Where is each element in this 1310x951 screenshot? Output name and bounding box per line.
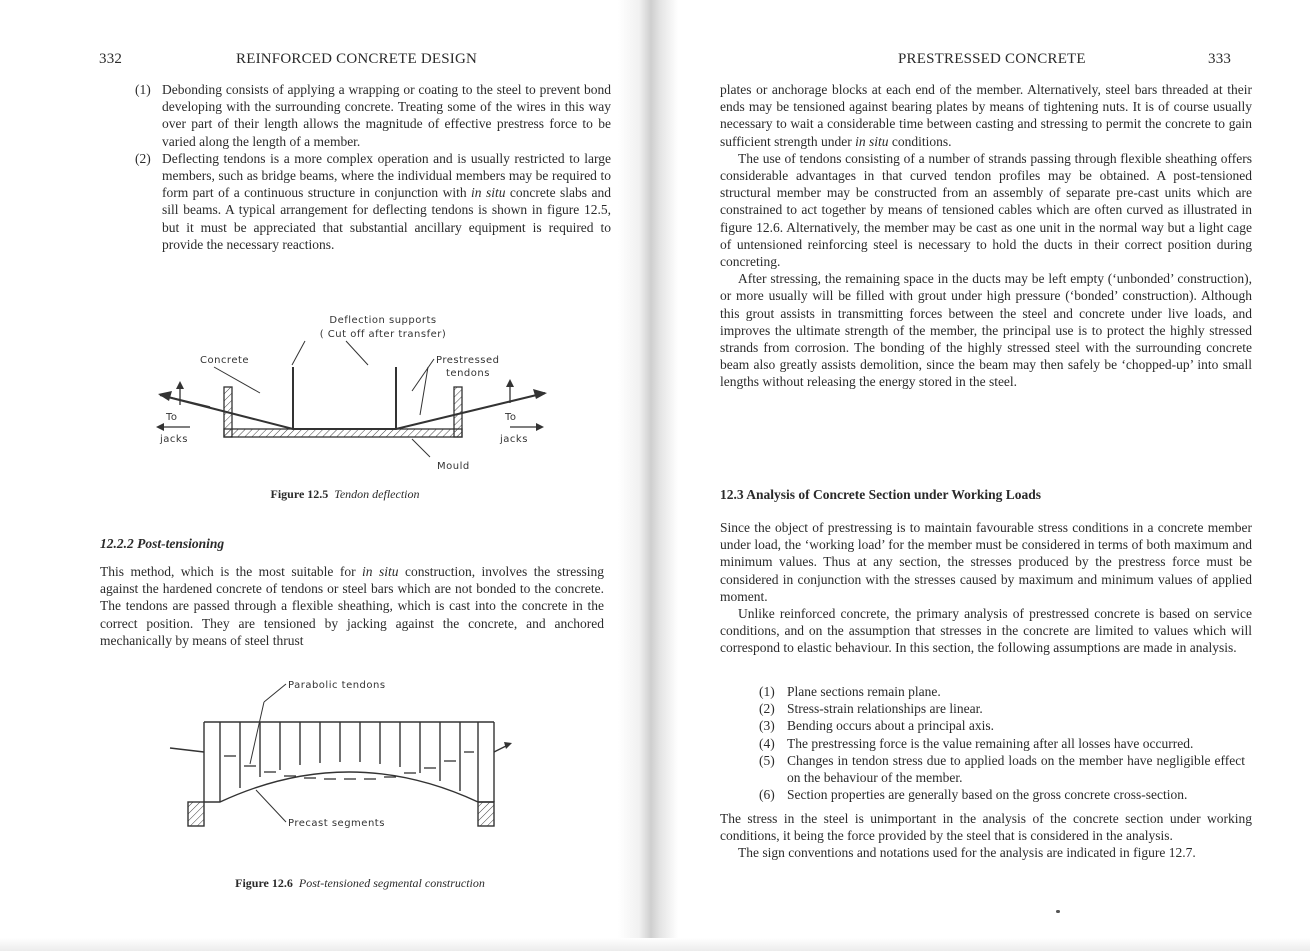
italic-run: in situ (362, 564, 399, 579)
right-paragraphs-middle (720, 519, 1252, 657)
right-paragraphs-bottom (720, 810, 1252, 862)
list-item-number: (1) (759, 684, 775, 699)
list-item-text: Stress-strain relationships are linear. (787, 701, 983, 717)
label-cut-off: ( Cut off after transfer) (319, 329, 447, 340)
label-tendons: tendons (446, 368, 490, 379)
label-to-left: To (166, 412, 178, 423)
list-item (759, 786, 1245, 803)
text-run: conditions. (888, 133, 952, 149)
label-parabolic: Parabolic tendons (288, 680, 386, 691)
list-item-text (162, 151, 611, 252)
caption-label: Figure 12.6 (235, 876, 293, 890)
label-jacks-right: jacks (500, 434, 528, 445)
list-item (759, 717, 1245, 734)
list-item-text: Plane sections remain plane. (787, 684, 941, 699)
label-deflection-supports: Deflection supports (329, 315, 437, 326)
label-prestressed: Prestressed (436, 355, 500, 366)
post-tensioning-paragraph (100, 563, 604, 649)
list-item-number: (5) (759, 752, 775, 768)
figure-12-5-tendon-deflection (150, 305, 560, 480)
list-item-number: (1) (135, 82, 151, 97)
paragraph: Since the object of prestressing is to maintain favourable stress conditions in a concrete member under load, the ‘working load’ for the member must be considered in terms of both maximum and minimum values. Thus at any section, the stresses produced by the prestress force must be considered in conjunction with the stresses caused by maximum and minimum values of applied moment. (720, 520, 1252, 604)
list-item-text: The prestressing force is the value remaining after all losses have occurred. (787, 735, 1194, 751)
right-paragraphs-top (720, 81, 1252, 391)
figure-12-6-segmental-construction (160, 672, 520, 837)
right-page (668, 0, 1310, 951)
running-head-left: REINFORCED CONCRETE DESIGN (236, 51, 478, 67)
figure-12-5-caption (200, 487, 490, 502)
section-title: 12.3 Analysis of Concrete Section under Working Loads (720, 487, 1042, 502)
list-item (135, 81, 611, 150)
label-to-right: To (505, 412, 517, 423)
paragraph: The use of tendons consisting of a number of strands passing through flexible sheathing offers considerable advantages in that curved tendon profiles may be obtained. A post-tensioned structural member may be constructed from an assembly of separate pre-cast units which are constrained to act together by means of tensioned cables which are often curved as illustrated in figure 12.6. Alternatively, the member may be cast as one unit in the normal way but a light cage of untensioned reinforcing steel is necessary to hold the ducts in their correct position during concreting. (720, 150, 1252, 270)
list-item (759, 752, 1245, 786)
list-item-text: Section properties are generally based on the gross concrete cross-section. (787, 787, 1188, 803)
page-number-right: 333 (1208, 51, 1232, 67)
italic-run: in situ (855, 133, 889, 149)
running-head-right: PRESTRESSED CONCRETE (898, 51, 1086, 67)
paragraph: The stress in the steel is unimportant in the analysis of the concrete section under working conditions, it being the force provided by the steel that is considered in the analysis. (720, 811, 1252, 844)
caption-label: Figure 12.5 (270, 487, 329, 501)
assumptions-list (759, 683, 1245, 803)
left-page (0, 0, 648, 951)
paragraph: Unlike reinforced concrete, the primary analysis of prestressed concrete is based on service conditions, and on the assumption that stresses in the concrete are limited to values which will correspond to elastic behaviour. In this section, the following assumptions are made in analysis. (720, 606, 1252, 656)
label-precast: Precast segments (288, 818, 385, 829)
list-item-number: (4) (759, 735, 775, 751)
list-item-number: (3) (759, 718, 775, 734)
list-item-number: (6) (759, 787, 775, 803)
paragraph (720, 81, 1252, 150)
left-list (135, 81, 611, 253)
subsection-title: 12.2.2 Post-tensioning (100, 536, 225, 551)
label-mould: Mould (437, 461, 470, 472)
list-item-text: Changes in tendon stress due to applied loads on the member have negligible effect on the behaviour of the member. (787, 752, 1245, 786)
text-run: concrete slabs and sill beams. A typical arrangement for deflecting tendons is shown in figure 12.5, but it must be appreciated that substantial ancillary equipment is required to provide the necessary reactions. (162, 185, 611, 252)
list-item (135, 150, 611, 253)
text-run: construction, involves the stressing against the hardened concrete of tendons or steel bars which are not bonded to the concrete. The tendons are passed through a flexible sheathing, which is cast into the concrete in the correct position. They are tensioned by jacking against the concrete, and anchored mechanically by means of steel thrust (100, 564, 604, 648)
list-item-text: Bending occurs about a principal axis. (787, 718, 994, 734)
italic-run: in situ (471, 185, 506, 201)
label-jacks-left: jacks (160, 434, 188, 445)
page-speck (1056, 910, 1060, 913)
list-item (759, 735, 1245, 752)
paragraph: After stressing, the remaining space in the ducts may be left empty (‘unbonded’ construction), or more usually will be filled with grout under high pressure (‘bonded’ construction). Although this grout assists in transmitting forces between the steel and concrete under live loads, and improves the ultimate strength of the member, the principal use is to protect the highly stressed strands from corrosion. The bonding of the highly stressed steel with the surrounding concrete beam also greatly assists demolition, since the beam may then safely be ‘chopped-up’ into small lengths without releasing the energy stored in the steel. (720, 271, 1252, 390)
paragraph: The sign conventions and notations used for the analysis are indicated in figure 12.7. (738, 845, 1196, 861)
figure-12-6-caption (180, 876, 540, 891)
text-run: This method, which is the most suitable for (100, 564, 363, 579)
caption-title: Tendon deflection (334, 487, 420, 501)
list-item (759, 700, 1245, 717)
list-item (759, 683, 1245, 700)
text-run: Deflecting tendons is a more complex operation and is usually restricted to large members, such as bridge beams, where the individual members may be required to form part of a continuous structure in conjunction with (162, 150, 611, 201)
list-item-number: (2) (135, 150, 151, 166)
label-concrete: Concrete (200, 355, 250, 366)
segmental-beam-drawing (170, 684, 512, 826)
list-item-text: Debonding consists of applying a wrapping or coating to the steel to prevent bond developing with the surrounding concrete. Treating some of the wires in this way over part of their length allows the magnitude of effective prestress force to be varied along the length of a member. (162, 82, 611, 149)
page-number-left: 332 (99, 51, 123, 67)
list-item-number: (2) (759, 701, 775, 717)
text-run: plates or anchorage blocks at each end of the member. Alternatively, steel bars threaded at their ends may be tensioned against bearing plates by means of tightening nuts. It is of course usually necessary to wait a considerable time between casting and stressing to permit the concrete to gain sufficient strength under (720, 82, 1252, 149)
caption-title: Post-tensioned segmental construction (298, 876, 485, 890)
